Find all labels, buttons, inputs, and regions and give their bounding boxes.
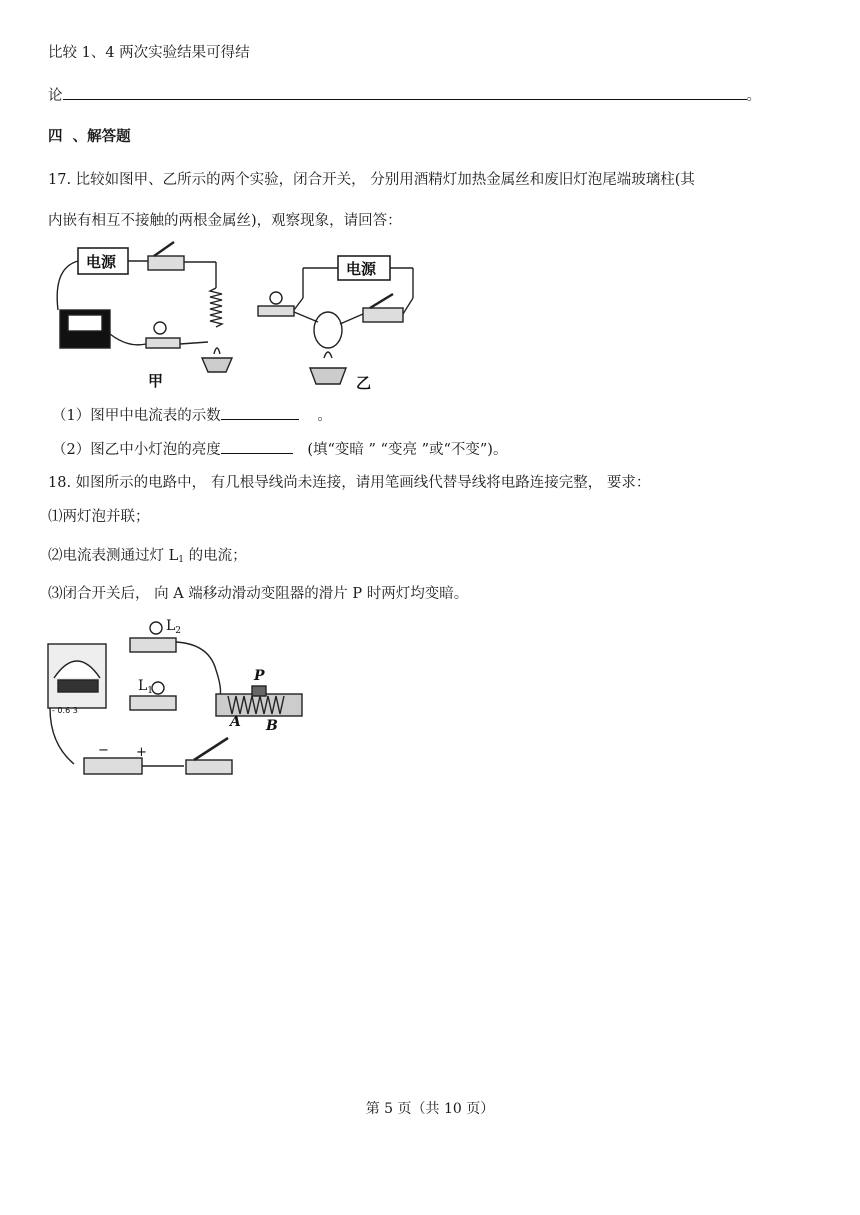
conclusion-line (48, 84, 761, 106)
q18-circuit-figure (44, 614, 308, 784)
q17-line1: 17. 比较如图甲、乙所示的两个实验，闭合开关， 分别用酒精灯加热金属丝和废旧灯泡尾端玻璃柱(其 (48, 172, 695, 188)
q18-req2 (48, 546, 247, 570)
lamp2-label: $L_2$ (166, 618, 182, 636)
q17-line2: 内嵌有相互不接触的两根金属丝)，观察现象，请回答： (48, 213, 402, 229)
label-yi: 乙 (356, 374, 372, 392)
section-heading: 四 、解答题 (48, 129, 131, 145)
conclusion-blank[interactable] (63, 84, 747, 100)
end-a-label: A (230, 714, 241, 730)
conclusion-end: 。 (746, 88, 761, 104)
q17-sub2-blank[interactable] (221, 438, 293, 454)
q17-sub1-end: 。 (317, 408, 332, 424)
q17-sub1-blank[interactable] (221, 404, 299, 420)
conclusion-prefix: 论 (48, 88, 63, 104)
q18-req2-end: 的电流； (188, 548, 247, 564)
q18-req2-sub: 1 (178, 555, 184, 565)
battery-plus: + (136, 745, 147, 760)
q17-sub1 (52, 404, 332, 426)
power-label-right: 电源 (346, 260, 377, 278)
power-label-left: 电源 (86, 253, 117, 271)
q17-circuit-figure (48, 238, 448, 394)
q18-req3: ⑶闭合开关后， 向 A 端移动滑动变阻器的滑片 P 时两灯均变暗。 (48, 586, 469, 602)
page-footer: 第 5 页（共 10 页） (365, 1101, 495, 1117)
battery-minus: − (98, 743, 109, 758)
lamp1-label: $L_1$ (138, 678, 154, 696)
q18-line1: 18. 如图所示的电路中， 有几根导线尚未连接，请用笔画线代替导线将电路连接完整， 要求： (48, 475, 651, 491)
q17-sub2-end: (填“变暗 ” “变亮 ”或“不变”)。 (307, 442, 508, 458)
q17-sub2 (52, 438, 507, 460)
q17-sub1-prefix: （1）图甲中电流表的示数 (52, 408, 221, 424)
q18-req2-prefix: ⑵电流表测通过灯 L (48, 548, 179, 564)
label-jia: 甲 (148, 372, 164, 390)
meter-scale-label: - 0.6 3 (52, 706, 78, 715)
q18-req1: ⑴两灯泡并联； (48, 509, 150, 525)
compare-line: 比较 1、4 两次实验结果可得结 (48, 45, 250, 61)
slider-label-p: P (254, 668, 265, 684)
q17-sub2-prefix: （2）图乙中小灯泡的亮度 (52, 442, 221, 458)
end-b-label: B (266, 718, 278, 734)
